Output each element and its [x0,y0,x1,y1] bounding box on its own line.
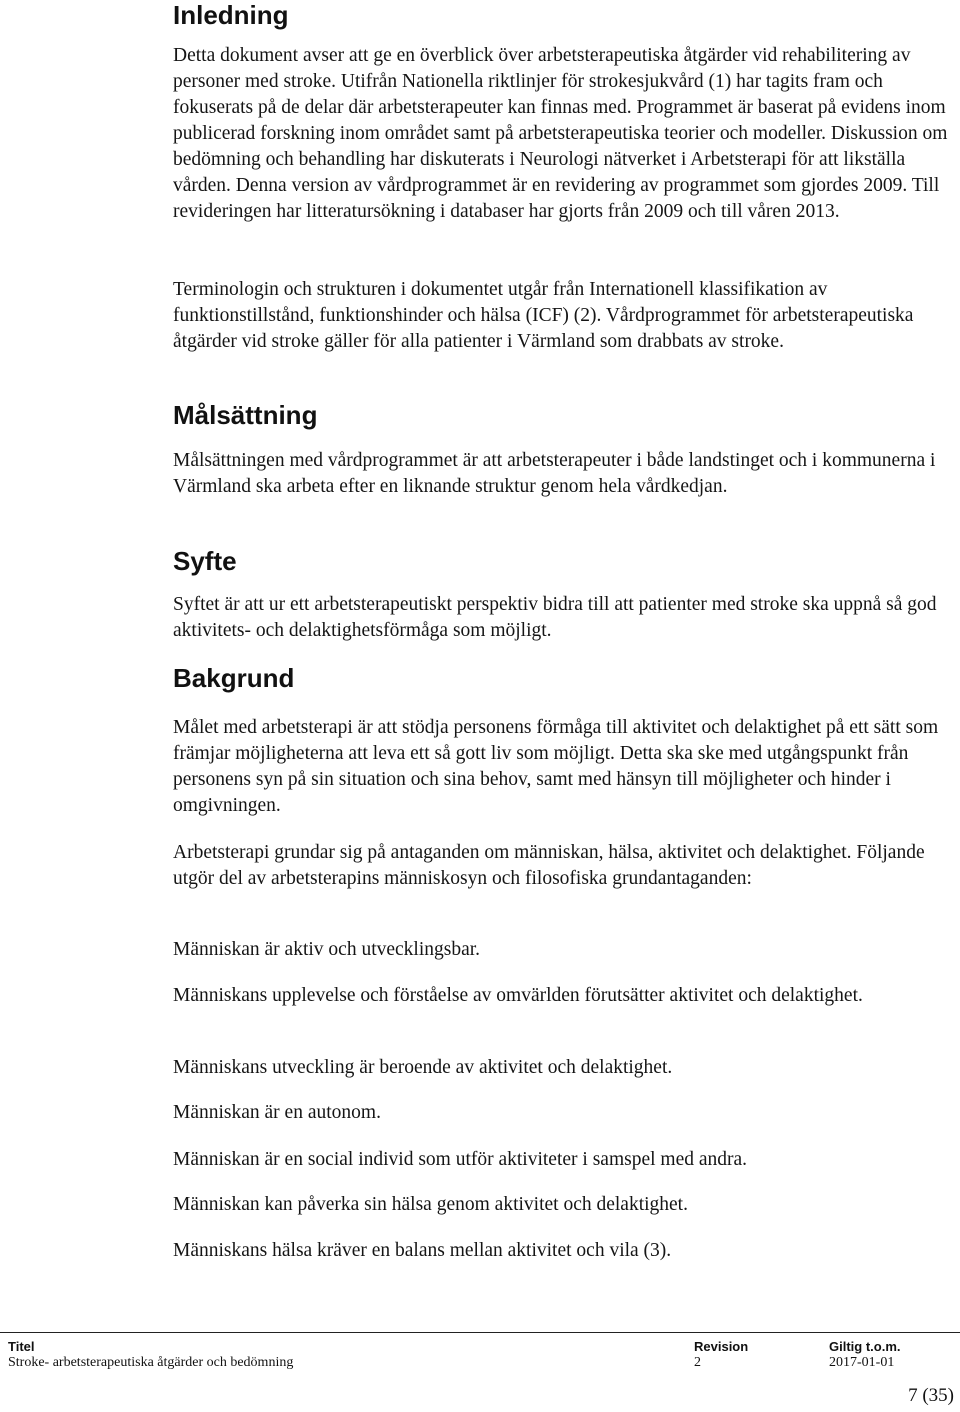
list-item: Människans utveckling är beroende av aktivitet och delaktighet. [173,1057,673,1078]
paragraph-malsattning: Målsättningen med vårdprogrammet är att arbetsterapeuter i både landstinget och i kommunerna i Värmland ska arbeta efter en liknande struktur genom hela vårdkedjan. [173,450,936,497]
page-number: 7 (35) [908,1385,954,1406]
list-item: Människan är en social individ som utför aktiviteter i samspel med andra. [173,1149,748,1170]
paragraph-bakgrund-1: Målet med arbetsterapi är att stödja personens förmåga till aktivitet och delaktighet på ett sätt som främjar möjligheterna att leva ett så gott liv som möjligt. Detta ska ske med utgångspunkt från personens syn på sin situation och sina behov, samt med hänsyn till möjligheter och hinder i omgivningen. [173,717,939,816]
paragraph-inledning-1: Detta dokument avser att ge en överblick över arbetsterapeutiska åtgärder vid rehabilitering av personer med stroke. Utifrån Nationella riktlinjer för strokesjukvård (1) har tagits fram och fokuserats på de delar där arbetsterapeuter kan finnas med. Programmet är baserat på evidens inom publicerad forskning inom området samt på arbetsterapeutiska teorier och modeller. Diskussion om bedömning och behandling har diskuterats i Neurologi nätverket i Arbetsterapi för att likställa vården. Denna version av vårdprogrammet är en revidering av programmet som gjordes 2009. Till revideringen har litteratursökning i databaser har gjorts från 2009 och till våren 2013. [173,45,948,222]
footer-divider [0,1332,960,1333]
paragraph-bakgrund-2: Arbetsterapi grundar sig på antaganden om människan, hälsa, aktivitet och delaktighet. Följande utgör del av arbetsterapins människosyn och filosofiska grundantaganden: [173,842,925,889]
list-item: Människan kan påverka sin hälsa genom aktivitet och delaktighet. [173,1194,688,1215]
paragraph-inledning-2: Terminologin och strukturen i dokumentet utgår från Internationell klassifikation av funktionstillstånd, funktionshinder och hälsa (ICF) (2). Vårdprogrammet för arbetsterapeutiska åtgärder vid stroke gäller för alla patienter i Värmland som drabbats av stroke. [173,279,914,352]
footer-title-value: Stroke- arbetsterapeutiska åtgärder och bedömning [8,1355,294,1370]
heading-inledning: Inledning [173,0,289,30]
heading-malsattning: Målsättning [173,400,318,430]
footer-valid-value: 2017-01-01 [829,1355,895,1370]
list-item: Människans hälsa kräver en balans mellan aktivitet och vila (3). [173,1240,672,1261]
footer-valid-label: Giltig t.o.m. [829,1339,901,1354]
footer-revision-value: 2 [694,1355,701,1370]
heading-bakgrund: Bakgrund [173,663,295,693]
list-item: Människan är en autonom. [173,1102,381,1123]
paragraph-syfte: Syftet är att ur ett arbetsterapeutiskt perspektiv bidra till att patienter med stroke ska uppnå så god aktivitets- och delaktighetsförmåga som möjligt. [173,594,937,641]
list-item: Människan är aktiv och utvecklingsbar. [173,939,481,960]
heading-syfte: Syfte [173,546,237,576]
list-item: Människans upplevelse och förståelse av omvärlden förutsätter aktivitet och delaktighet. [173,985,863,1006]
footer-revision-label: Revision [694,1339,749,1354]
footer-title-label: Titel [8,1339,35,1354]
